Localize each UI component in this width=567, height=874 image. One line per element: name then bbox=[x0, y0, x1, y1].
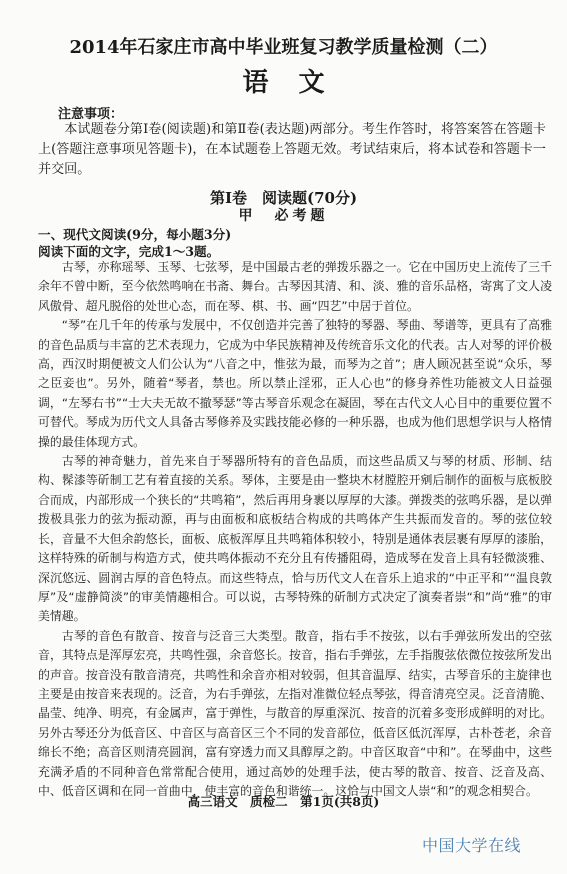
reading-passage bbox=[38, 258, 552, 801]
watermark-text: 中国大学在线 bbox=[422, 836, 522, 855]
notice-body: 本试题卷分第Ⅰ卷(阅读题)和第Ⅱ卷(表达题)两部分。考生作答时，将答案答在答题卡上(答题注意事项见答题卡)，在本试题卷上答题无效。考试结束后，将本试卷和答题卡一并交回。 bbox=[38, 122, 546, 177]
notice-heading: 注意事项： bbox=[58, 107, 124, 122]
part-heading: 甲 必考题 bbox=[238, 208, 329, 224]
page-footer: 高三语文 质检二 第1页(共8页) bbox=[187, 794, 380, 809]
section-heading: 一、现代文阅读(9分，每小题3分) bbox=[38, 227, 232, 242]
passage-paragraph-4: 古琴的音色有散音、按音与泛音三大类型。散音，指右手不按弦，以右手弹弦所发出的空弦音，其特点是浑厚宏亮，共鸣性强，余音悠长。按音，指右手弹弦，左手指腹弦依微位按弦所发出的声音。按音没有散音清亮，共鸣性和余音亦相对较弱，但其音温厚、结实，古琴音乐的主旋律也主要是由按音来表现的。泛音，为右手弹弦，左指对准微位轻点琴弦，得音清亮空灵。泛音清脆、晶莹、纯净、明亮，有金属声，富于弹性，与散音的厚重深沉、按音的沉着多变形成鲜明的对比。另外古琴还分为低音区、中音区与高音区三个不同的发音部位，低音区低沉浑厚，古朴苍老，余音绵长不绝；高音区则清亮圆润，富有穿透力而又具醇厚之韵。中音区取音“中和”。在琴曲中，这些充满矛盾的不同种音色常常配合使用，通过高妙的处理手法，使古琴的散音、按音、泛音及高、中、低音区调和在同一首曲中，使丰富的音色和谐统一。这恰与中国文人崇“和”的观念相契合。 bbox=[38, 628, 552, 798]
passage-paragraph-1: 古琴，亦称瑶琴、玉琴、七弦琴，是中国最古老的弹拨乐器之一。它在中国历史上流传了三千余年不曾中断，至今依然鸣响在书斋、舞台。古琴因其清、和、淡、雅的音乐品格，寄寓了文人凌风傲骨、超凡脱俗的处世心态，而在琴、棋、书、画“四艺”中居于首位。 bbox=[38, 260, 552, 313]
volume-heading: 第Ⅰ卷 阅读题(70分) bbox=[209, 189, 358, 207]
exam-title: 2014年石家庄市高中毕业班复习教学质量检测（二） bbox=[69, 37, 498, 58]
passage-paragraph-2: “琴”在几千年的传承与发展中，不仅创造并完善了独特的琴器、琴曲、琴谱等，更具有了高雅的音色品质与丰富的艺术表现力，它成为中华民族精神及传统音乐文化的代表。古人对琴的评价极高，西汉时期便被文人们公认为“八音之中，惟弦为最，而琴为之首”；唐人顾况甚至说“众乐，琴之臣妾也”。另外，随着“琴者，禁也。所以禁止淫邪，正人心也”的修身养性功能被文人日益强调，“左琴右书”“士大夫无故不撤琴瑟”等古琴音乐观念在凝固，琴在古代文人心目中的重要位置不可替代。琴成为历代文人具备古琴修养及实践技能必修的一种乐器，也成为他们思想学识与人格情操的最佳体现方式。 bbox=[38, 318, 552, 449]
subject-title: 语文 bbox=[242, 68, 355, 98]
passage-paragraph-3: 古琴的神奇魅力，首先来自于琴器所特有的音色品质，而这些品质又与琴的材质、形制、结构、髹漆等斫制工艺有着直接的关系。琴体，主要是由一整块木材膛腔开剜后制作的面板与底板胶合而成，内部形成一个狭长的“共鸣箱”，然后再用身裹以厚厚的大漆。弹拨类的弦鸣乐器，是以弹拨极具张力的弦为振动源，再与由面板和底板结合构成的共鸣体产生共振而发音的。琴的弦位较长，音量不大但余韵悠长，面板、底板浑厚且共鸣箱体积较小，特别是通体表层裹有厚厚的漆胎，这样特殊的斫制与构造方式，使共鸣体振动不充分且有传播阻碍，造成琴在发音上具有轻微淡雅、深沉悠远、圆润古厚的音色特点。而这些特点，恰与历代文人在音乐上追求的“中正平和”“温良敦厚”及“虚静简淡”的审美情趣相合。可以说，古琴特殊的斫制方式决定了演奏者崇“和”尚“雅”的审美情趣。 bbox=[38, 454, 552, 624]
instruction-text: 阅读下面的文字，完成1～3题。 bbox=[38, 244, 220, 259]
